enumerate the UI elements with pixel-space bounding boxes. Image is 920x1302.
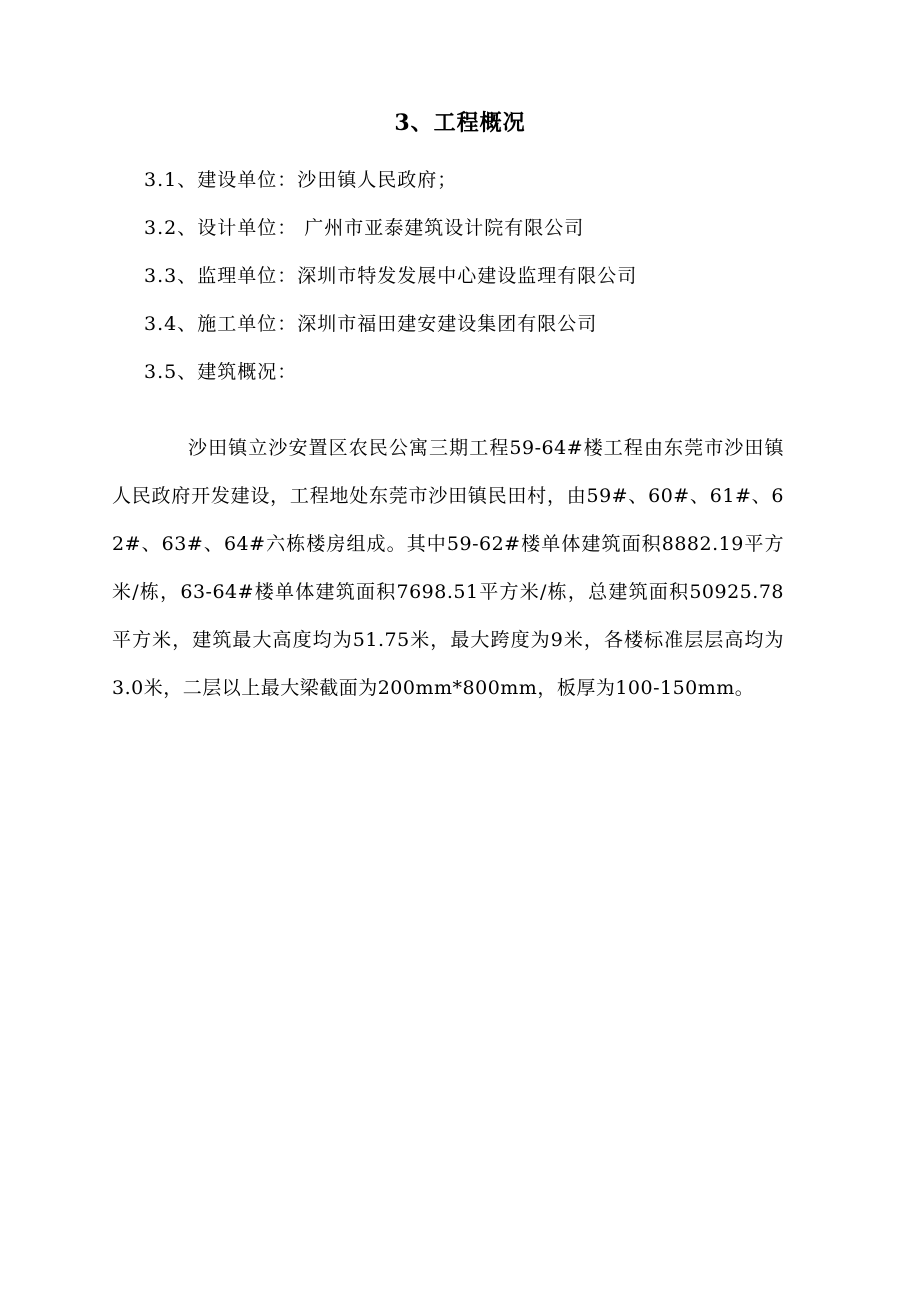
item-label: 监理单位：	[197, 265, 298, 287]
item-number: 3.3、	[144, 265, 198, 287]
item-number: 3.2、	[144, 217, 198, 239]
item-label: 设计单位：	[197, 217, 298, 239]
item-value: 广州市亚泰建筑设计院有限公司	[297, 217, 585, 239]
item-construction-unit	[144, 166, 457, 194]
item-number: 3.5、	[144, 361, 198, 383]
item-label: 建设单位：	[197, 169, 298, 191]
item-building-overview	[144, 358, 297, 386]
item-value: 深圳市福田建安建设集团有限公司	[297, 313, 598, 335]
item-supervision-unit	[144, 262, 637, 290]
item-value: 深圳市特发发展中心建设监理有限公司	[297, 265, 638, 287]
item-design-unit	[144, 214, 584, 242]
item-label: 建筑概况：	[197, 361, 298, 383]
item-value: 沙田镇人民政府；	[297, 169, 458, 191]
item-label: 施工单位：	[197, 313, 298, 335]
section-title: 3、工程概况	[394, 110, 526, 136]
item-number: 3.1、	[144, 169, 198, 191]
building-description: 沙田镇立沙安置区农民公寓三期工程59-64#楼工程由东莞市沙田镇人民政府开发建设，工程地处东莞市沙田镇民田村，由59#、60#、61#、62#、63#、64#六栋楼房组成。其中59-62#楼单体建筑面积8882.19平方米/栋，63-64#楼单体建筑面积7698.51平方米/栋，总建筑面积50925.78平方米，建筑最大高度均为51.75米，最大跨度为9米，各楼标准层层高均为3.0米，二层以上最大梁截面为200mm*800mm，板厚为100-150mm。	[112, 437, 784, 699]
item-contractor-unit	[144, 310, 597, 338]
item-number: 3.4、	[144, 313, 198, 335]
